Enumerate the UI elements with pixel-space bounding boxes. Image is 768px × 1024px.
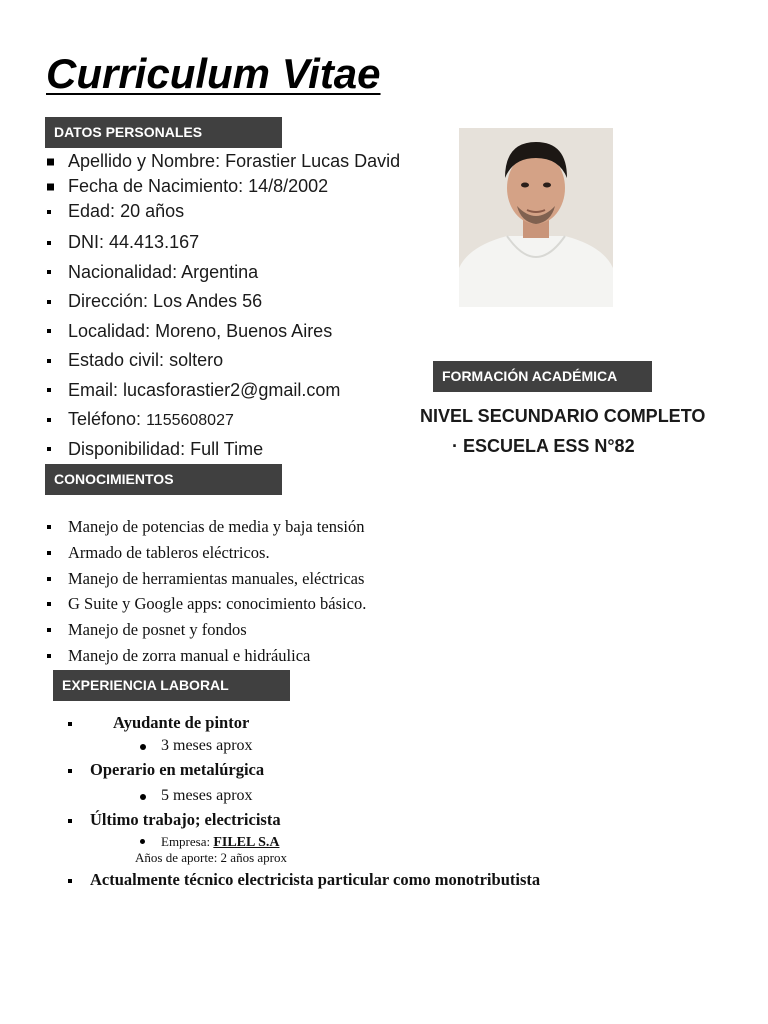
field-label: Edad: xyxy=(68,201,116,221)
bullet-icon xyxy=(47,158,54,165)
education-level: NIVEL SECUNDARIO COMPLETO xyxy=(420,406,706,426)
bullet-icon xyxy=(47,359,51,363)
skill-text: G Suite y Google apps: conocimiento básico. xyxy=(68,594,367,614)
education-header: FORMACIÓN ACADÉMICA xyxy=(433,361,652,392)
profile-photo xyxy=(459,128,613,307)
field-value: Los Andes 56 xyxy=(153,291,263,311)
field-value: 14/8/2002 xyxy=(248,176,329,196)
bullet-icon xyxy=(47,654,51,658)
field-value: Moreno, Buenos Aires xyxy=(155,320,333,341)
company-label: Empresa: xyxy=(161,834,211,849)
page-title: Curriculum Vitae xyxy=(46,50,381,97)
field-label: Disponibilidad: xyxy=(68,438,186,459)
job-title: Operario en metalúrgica xyxy=(90,760,265,779)
experience-header: EXPERIENCIA LABORAL xyxy=(53,670,290,701)
education-school: · ESCUELA ESS N°82 xyxy=(452,436,635,456)
bullet-icon xyxy=(140,839,145,844)
job-title: Último trabajo; electricista xyxy=(90,810,281,829)
field-value: lucasforastier2@gmail.com xyxy=(123,379,341,400)
bullet-icon xyxy=(47,210,51,214)
job-title: Actualmente técnico electricista particular como monotributista xyxy=(90,870,541,889)
field-label: Apellido y Nombre: xyxy=(68,151,221,171)
list-item xyxy=(46,568,366,594)
job-contribution: Años de aporte: 2 años aprox xyxy=(135,850,287,865)
list-item xyxy=(46,619,366,645)
bullet-icon xyxy=(47,241,51,245)
bullet-icon xyxy=(47,300,51,304)
bullet-icon xyxy=(47,388,51,392)
bullet-icon xyxy=(47,270,51,274)
bullet-icon xyxy=(47,551,51,555)
job-duration xyxy=(140,787,253,805)
job-item xyxy=(68,870,541,890)
bullet-icon xyxy=(47,628,51,632)
list-item xyxy=(46,376,400,406)
job-item xyxy=(68,810,281,830)
skill-text: Manejo de posnet y fondos xyxy=(68,620,247,640)
list-item xyxy=(46,405,400,435)
field-label: Fecha de Nacimiento: xyxy=(68,176,244,196)
list-item xyxy=(46,149,400,174)
job-duration-text: 5 meses aprox xyxy=(161,787,253,804)
bullet-icon xyxy=(47,418,51,422)
list-item xyxy=(46,346,400,376)
list-item xyxy=(46,228,400,258)
field-value: soltero xyxy=(169,350,224,370)
list-item xyxy=(46,287,400,317)
bullet-icon xyxy=(47,447,51,451)
field-label: Localidad: xyxy=(68,320,151,341)
bullet-icon xyxy=(47,525,51,529)
skill-text: Armado de tableros eléctricos. xyxy=(68,542,270,562)
list-item xyxy=(46,542,366,568)
person-portrait-icon xyxy=(459,128,613,307)
list-item xyxy=(46,317,400,347)
list-item xyxy=(46,174,400,199)
personal-data-header: DATOS PERSONALES xyxy=(45,117,282,148)
field-value: 20 años xyxy=(120,201,185,221)
bullet-icon xyxy=(140,794,146,800)
job-item xyxy=(68,760,265,780)
job-duration-text: 3 meses aprox xyxy=(161,737,253,754)
field-value: 44.413.167 xyxy=(109,232,200,252)
skill-text: Manejo de potencias de media y baja tensión xyxy=(68,517,365,536)
bullet-icon xyxy=(68,769,72,773)
list-item xyxy=(46,645,366,671)
bullet-icon xyxy=(68,819,72,823)
field-label: Teléfono: xyxy=(68,409,142,429)
bullet-icon xyxy=(140,744,146,750)
company-name: FILEL S.A xyxy=(213,835,280,850)
job-item xyxy=(68,713,250,733)
field-value: Full Time xyxy=(190,438,264,459)
bullet-icon xyxy=(47,602,51,606)
skills-header: CONOCIMIENTOS xyxy=(45,464,282,495)
skill-text: Manejo de zorra manual e hidráulica xyxy=(68,645,311,665)
field-label: Estado civil: xyxy=(68,350,165,370)
skill-text: Manejo de herramientas manuales, eléctricas xyxy=(68,568,365,588)
bullet-icon xyxy=(68,722,72,726)
skills-list xyxy=(46,516,366,671)
list-item xyxy=(46,258,400,288)
bullet-icon xyxy=(68,879,72,883)
field-value: Argentina xyxy=(181,261,259,282)
list-item xyxy=(46,435,400,465)
personal-data-list xyxy=(46,149,400,464)
job-duration xyxy=(140,737,253,755)
bullet-icon xyxy=(47,577,51,581)
field-label: DNI: xyxy=(68,232,104,252)
list-item xyxy=(46,516,366,542)
list-item xyxy=(46,593,366,619)
field-label: Email: xyxy=(68,379,119,400)
bullet-icon xyxy=(47,329,51,333)
field-label: Dirección: xyxy=(68,291,149,311)
bullet-icon xyxy=(47,183,54,190)
field-value: Forastier Lucas David xyxy=(225,151,401,171)
list-item xyxy=(46,199,400,228)
job-company xyxy=(140,834,280,851)
field-value: 1155608027 xyxy=(146,412,234,429)
field-label: Nacionalidad: xyxy=(68,261,178,282)
job-title: Ayudante de pintor xyxy=(113,713,250,732)
